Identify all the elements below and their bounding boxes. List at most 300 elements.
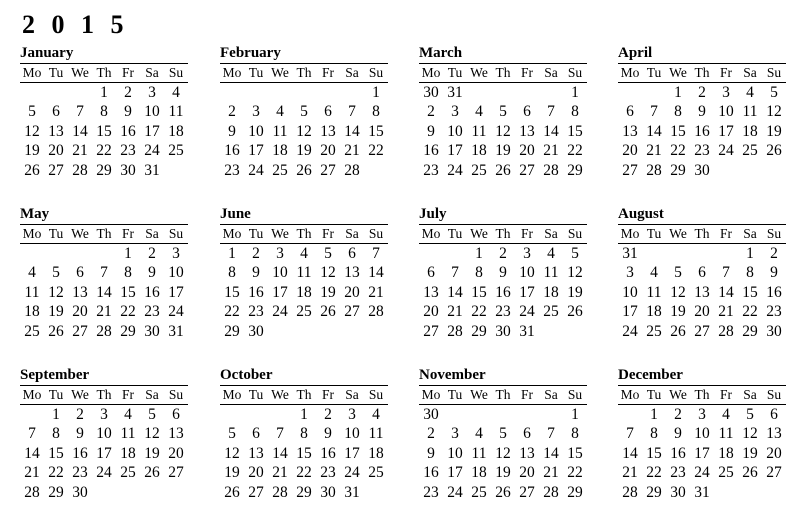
day-cell: 18 xyxy=(646,303,662,321)
weekday-label: Fr xyxy=(719,387,732,402)
weekday-label: Th xyxy=(495,226,511,241)
day-cell: 10 xyxy=(447,444,463,462)
day-cell: 11 xyxy=(272,122,288,140)
week-row xyxy=(618,141,786,160)
day-cell xyxy=(220,83,244,102)
weekday-label: Fr xyxy=(121,387,134,402)
day-cell xyxy=(443,405,467,424)
week-row xyxy=(20,463,188,482)
day-cell: 6 xyxy=(626,103,634,121)
day-cell xyxy=(292,322,316,341)
weekday-label: Tu xyxy=(248,65,264,80)
day-cell: 7 xyxy=(451,264,459,282)
day-cell: 6 xyxy=(698,264,706,282)
weekday-label: Th xyxy=(296,65,312,80)
day-cell: 16 xyxy=(423,464,439,482)
day-cell: 7 xyxy=(348,103,356,121)
day-cell: 14 xyxy=(543,122,559,140)
weekday-label: Th xyxy=(96,65,112,80)
week-row xyxy=(220,483,388,502)
week-row xyxy=(618,405,786,424)
day-cell: 5 xyxy=(52,264,60,282)
weekday-label: Fr xyxy=(719,226,732,241)
day-cell: 9 xyxy=(770,264,778,282)
week-row xyxy=(20,302,188,321)
day-cell: 3 xyxy=(722,84,730,101)
day-cell: 6 xyxy=(76,264,84,282)
day-cell: 14 xyxy=(543,444,559,462)
day-cell: 30 xyxy=(423,406,439,423)
day-cell: 16 xyxy=(694,122,710,140)
day-cell: 12 xyxy=(320,264,336,282)
day-cell: 11 xyxy=(543,264,559,282)
day-cell: 19 xyxy=(670,303,686,321)
day-cell: 17 xyxy=(96,444,112,462)
day-cell: 30 xyxy=(320,483,336,501)
week-row xyxy=(618,263,786,282)
day-cell xyxy=(642,244,666,263)
day-cell: 29 xyxy=(646,483,662,501)
day-cell: 3 xyxy=(698,406,706,423)
day-cell xyxy=(220,405,244,424)
month-name: April xyxy=(618,45,653,61)
day-cell: 8 xyxy=(674,103,682,121)
day-cell: 22 xyxy=(368,142,384,160)
day-cell: 6 xyxy=(324,103,332,121)
day-cell: 29 xyxy=(224,322,240,340)
day-cell: 21 xyxy=(543,142,559,160)
day-cell: 10 xyxy=(694,425,710,443)
day-cell: 23 xyxy=(423,161,439,179)
day-cell: 28 xyxy=(447,322,463,340)
weekday-label: We xyxy=(669,226,687,241)
day-cell: 26 xyxy=(144,464,160,482)
day-cell: 27 xyxy=(48,161,64,179)
day-cell: 14 xyxy=(72,122,88,140)
day-cell: 21 xyxy=(96,303,112,321)
day-cell: 2 xyxy=(674,406,682,423)
day-cell: 21 xyxy=(272,464,288,482)
day-cell: 4 xyxy=(746,84,754,101)
week-row xyxy=(618,83,786,102)
day-cell: 6 xyxy=(52,103,60,121)
week-row xyxy=(220,83,388,102)
weekday-header xyxy=(419,63,587,83)
day-cell: 21 xyxy=(72,142,88,160)
week-row xyxy=(20,405,188,424)
day-cell: 9 xyxy=(499,264,507,282)
day-cell: 29 xyxy=(670,161,686,179)
day-cell xyxy=(268,83,292,102)
day-cell: 9 xyxy=(674,425,682,443)
weekday-label: Sa xyxy=(743,65,757,80)
day-cell: 7 xyxy=(547,425,555,443)
day-cell: 10 xyxy=(718,103,734,121)
month-block xyxy=(20,205,188,341)
day-cell: 22 xyxy=(646,464,662,482)
weekday-label: Tu xyxy=(48,387,64,402)
day-cell: 14 xyxy=(96,283,112,301)
weekday-label: Fr xyxy=(321,387,334,402)
day-cell: 5 xyxy=(499,425,507,443)
day-cell: 24 xyxy=(519,303,535,321)
day-cell: 25 xyxy=(718,464,734,482)
day-cell: 24 xyxy=(694,464,710,482)
day-cell: 22 xyxy=(567,142,583,160)
day-cell xyxy=(292,83,316,102)
day-cell xyxy=(92,483,116,502)
month-name: November xyxy=(419,367,486,383)
day-cell: 24 xyxy=(718,142,734,160)
day-cell: 26 xyxy=(224,483,240,501)
day-cell xyxy=(563,322,587,341)
day-cell: 1 xyxy=(124,245,132,262)
day-cell: 30 xyxy=(694,161,710,179)
day-cell: 20 xyxy=(72,303,88,321)
day-cell: 17 xyxy=(718,122,734,140)
day-cell: 26 xyxy=(742,464,758,482)
day-cell: 8 xyxy=(746,264,754,282)
day-cell: 17 xyxy=(447,142,463,160)
day-cell: 2 xyxy=(228,103,236,121)
day-cell: 9 xyxy=(698,103,706,121)
day-cell xyxy=(618,405,642,424)
day-cell: 8 xyxy=(372,103,380,121)
day-cell: 21 xyxy=(543,464,559,482)
day-cell: 5 xyxy=(746,406,754,423)
week-row xyxy=(618,302,786,321)
day-cell: 31 xyxy=(344,483,360,501)
month-block xyxy=(419,366,587,502)
week-row xyxy=(419,463,587,482)
day-cell: 18 xyxy=(24,303,40,321)
weekday-label: Th xyxy=(495,387,511,402)
day-cell xyxy=(714,244,738,263)
day-cell: 29 xyxy=(296,483,312,501)
day-cell: 29 xyxy=(567,161,583,179)
day-cell: 22 xyxy=(48,464,64,482)
weekday-label: Th xyxy=(495,65,511,80)
weekday-label: Mo xyxy=(421,226,441,241)
day-cell xyxy=(164,161,188,180)
weekday-label: Sa xyxy=(743,387,757,402)
day-cell: 20 xyxy=(48,142,64,160)
day-cell: 30 xyxy=(766,322,782,340)
day-cell: 7 xyxy=(372,245,380,262)
week-row xyxy=(419,483,587,502)
day-cell: 19 xyxy=(320,283,336,301)
month-block xyxy=(220,44,388,180)
day-cell: 20 xyxy=(519,142,535,160)
day-cell: 8 xyxy=(124,264,132,282)
day-cell: 31 xyxy=(519,322,535,340)
day-cell: 9 xyxy=(124,103,132,121)
day-cell: 23 xyxy=(670,464,686,482)
day-cell: 24 xyxy=(168,303,184,321)
week-row xyxy=(220,405,388,424)
week-row xyxy=(20,141,188,160)
weekday-label: Sa xyxy=(345,387,359,402)
month-block xyxy=(20,366,188,502)
day-cell: 12 xyxy=(670,283,686,301)
day-cell: 5 xyxy=(228,425,236,443)
day-cell: 29 xyxy=(567,483,583,501)
day-cell xyxy=(364,483,388,502)
weekday-header xyxy=(220,224,388,244)
weekday-label: We xyxy=(470,387,488,402)
day-cell: 11 xyxy=(120,425,136,443)
month-block xyxy=(220,366,388,502)
day-cell: 13 xyxy=(694,283,710,301)
day-cell: 23 xyxy=(320,464,336,482)
day-cell: 31 xyxy=(694,483,710,501)
day-cell: 25 xyxy=(168,142,184,160)
day-cell xyxy=(762,483,786,502)
weekday-header xyxy=(220,63,388,83)
day-cell: 14 xyxy=(24,444,40,462)
day-cell xyxy=(268,322,292,341)
week-row xyxy=(20,122,188,141)
day-cell: 4 xyxy=(475,103,483,121)
day-cell: 1 xyxy=(100,84,108,101)
day-cell: 6 xyxy=(252,425,260,443)
day-cell: 19 xyxy=(144,444,160,462)
day-cell: 28 xyxy=(718,322,734,340)
weekday-label: Tu xyxy=(646,65,662,80)
day-cell xyxy=(539,322,563,341)
day-cell: 17 xyxy=(248,142,264,160)
day-cell: 15 xyxy=(670,122,686,140)
weekday-label: Su xyxy=(368,387,384,402)
weekday-label: Tu xyxy=(248,226,264,241)
weekday-label: Mo xyxy=(22,387,42,402)
day-cell: 8 xyxy=(300,425,308,443)
week-row xyxy=(20,244,188,263)
day-cell: 8 xyxy=(52,425,60,443)
week-row xyxy=(20,283,188,302)
week-row xyxy=(618,122,786,141)
year-title: 2 0 1 5 xyxy=(22,10,129,39)
week-row xyxy=(20,102,188,121)
weekday-label: Fr xyxy=(321,65,334,80)
weekday-label: Tu xyxy=(48,226,64,241)
day-cell: 11 xyxy=(646,283,662,301)
day-cell: 30 xyxy=(423,84,439,101)
weekday-label: Fr xyxy=(520,387,533,402)
weekday-label: Su xyxy=(368,226,384,241)
day-cell: 20 xyxy=(622,142,638,160)
day-cell: 28 xyxy=(272,483,288,501)
day-cell: 9 xyxy=(427,444,435,462)
day-cell: 20 xyxy=(423,303,439,321)
day-cell: 8 xyxy=(228,264,236,282)
day-cell xyxy=(20,83,44,102)
day-cell: 28 xyxy=(96,322,112,340)
day-cell: 12 xyxy=(296,122,312,140)
day-cell: 26 xyxy=(766,142,782,160)
day-cell: 5 xyxy=(28,103,36,121)
day-cell: 1 xyxy=(475,245,483,262)
day-cell: 15 xyxy=(224,283,240,301)
day-cell: 22 xyxy=(96,142,112,160)
day-cell: 25 xyxy=(368,464,384,482)
weekday-label: Tu xyxy=(248,387,264,402)
week-row xyxy=(618,322,786,341)
day-cell xyxy=(68,244,92,263)
day-cell: 6 xyxy=(523,425,531,443)
day-cell: 16 xyxy=(423,142,439,160)
day-cell: 28 xyxy=(646,161,662,179)
day-cell: 23 xyxy=(423,483,439,501)
week-row xyxy=(220,302,388,321)
day-cell: 21 xyxy=(622,464,638,482)
day-cell xyxy=(244,405,268,424)
day-cell: 27 xyxy=(423,322,439,340)
weekday-label: Sa xyxy=(345,226,359,241)
weekday-label: We xyxy=(271,65,289,80)
day-cell: 15 xyxy=(296,444,312,462)
day-cell: 17 xyxy=(622,303,638,321)
day-cell: 29 xyxy=(96,161,112,179)
day-cell: 5 xyxy=(674,264,682,282)
day-cell: 23 xyxy=(766,303,782,321)
week-row xyxy=(20,263,188,282)
day-cell: 10 xyxy=(447,122,463,140)
day-cell: 21 xyxy=(447,303,463,321)
day-cell: 22 xyxy=(471,303,487,321)
day-cell: 2 xyxy=(252,245,260,262)
month-block xyxy=(20,44,188,180)
day-cell xyxy=(140,483,164,502)
weekday-header xyxy=(618,63,786,83)
day-cell: 4 xyxy=(172,84,180,101)
day-cell: 1 xyxy=(571,406,579,423)
day-cell: 8 xyxy=(650,425,658,443)
day-cell: 29 xyxy=(742,322,758,340)
day-cell: 27 xyxy=(694,322,710,340)
day-cell: 6 xyxy=(427,264,435,282)
day-cell: 25 xyxy=(296,303,312,321)
day-cell: 13 xyxy=(519,122,535,140)
day-cell xyxy=(738,483,762,502)
day-cell: 19 xyxy=(495,142,511,160)
day-cell: 4 xyxy=(372,406,380,423)
day-cell xyxy=(20,405,44,424)
day-cell: 18 xyxy=(368,444,384,462)
weekday-label: Th xyxy=(694,65,710,80)
weekday-label: Th xyxy=(694,387,710,402)
weekday-label: Fr xyxy=(520,65,533,80)
day-cell xyxy=(666,244,690,263)
day-cell: 30 xyxy=(495,322,511,340)
day-cell xyxy=(762,161,786,180)
day-cell: 10 xyxy=(344,425,360,443)
day-cell: 27 xyxy=(622,161,638,179)
day-cell xyxy=(539,405,563,424)
day-cell: 23 xyxy=(694,142,710,160)
day-cell: 16 xyxy=(224,142,240,160)
day-cell: 16 xyxy=(144,283,160,301)
day-cell: 4 xyxy=(650,264,658,282)
week-row xyxy=(419,322,587,341)
week-row xyxy=(419,244,587,263)
day-cell: 27 xyxy=(72,322,88,340)
day-cell xyxy=(714,161,738,180)
day-cell: 18 xyxy=(742,122,758,140)
week-row xyxy=(419,405,587,424)
day-cell: 13 xyxy=(766,425,782,443)
day-cell: 13 xyxy=(168,425,184,443)
day-cell: 2 xyxy=(499,245,507,262)
day-cell: 3 xyxy=(148,84,156,101)
weekday-label: Mo xyxy=(222,226,242,241)
weekday-label: Su xyxy=(766,387,782,402)
weekday-label: Sa xyxy=(145,387,159,402)
weekday-header xyxy=(419,385,587,405)
day-cell: 15 xyxy=(48,444,64,462)
day-cell: 10 xyxy=(248,122,264,140)
weekday-label: We xyxy=(271,387,289,402)
day-cell: 14 xyxy=(447,283,463,301)
day-cell: 24 xyxy=(96,464,112,482)
day-cell: 7 xyxy=(76,103,84,121)
day-cell: 27 xyxy=(320,161,336,179)
week-row xyxy=(419,161,587,180)
day-cell: 1 xyxy=(650,406,658,423)
week-row xyxy=(419,263,587,282)
day-cell: 16 xyxy=(495,283,511,301)
day-cell: 14 xyxy=(344,122,360,140)
week-row xyxy=(20,161,188,180)
weekday-label: Sa xyxy=(743,226,757,241)
weekday-label: Th xyxy=(96,387,112,402)
day-cell: 10 xyxy=(272,264,288,282)
weekday-label: Th xyxy=(296,226,312,241)
day-cell: 23 xyxy=(120,142,136,160)
day-cell xyxy=(515,405,539,424)
weekday-label: Sa xyxy=(544,226,558,241)
weekday-label: Tu xyxy=(48,65,64,80)
day-cell: 5 xyxy=(770,84,778,101)
day-cell: 29 xyxy=(48,483,64,501)
day-cell: 25 xyxy=(272,161,288,179)
day-cell: 12 xyxy=(742,425,758,443)
day-cell: 10 xyxy=(168,264,184,282)
day-cell: 7 xyxy=(28,425,36,443)
week-row xyxy=(419,283,587,302)
day-cell: 9 xyxy=(252,264,260,282)
day-cell xyxy=(738,161,762,180)
day-cell: 10 xyxy=(622,283,638,301)
day-cell: 19 xyxy=(24,142,40,160)
month-name: May xyxy=(20,206,50,222)
week-row xyxy=(20,483,188,502)
day-cell: 12 xyxy=(48,283,64,301)
day-cell: 5 xyxy=(148,406,156,423)
day-cell: 27 xyxy=(248,483,264,501)
day-cell: 31 xyxy=(168,322,184,340)
day-cell: 8 xyxy=(571,103,579,121)
weekday-label: Tu xyxy=(447,387,463,402)
day-cell: 22 xyxy=(670,142,686,160)
day-cell: 15 xyxy=(567,122,583,140)
week-row xyxy=(220,102,388,121)
weekday-label: Tu xyxy=(646,226,662,241)
day-cell: 15 xyxy=(567,444,583,462)
week-row xyxy=(220,283,388,302)
day-cell: 5 xyxy=(300,103,308,121)
day-cell: 27 xyxy=(766,464,782,482)
